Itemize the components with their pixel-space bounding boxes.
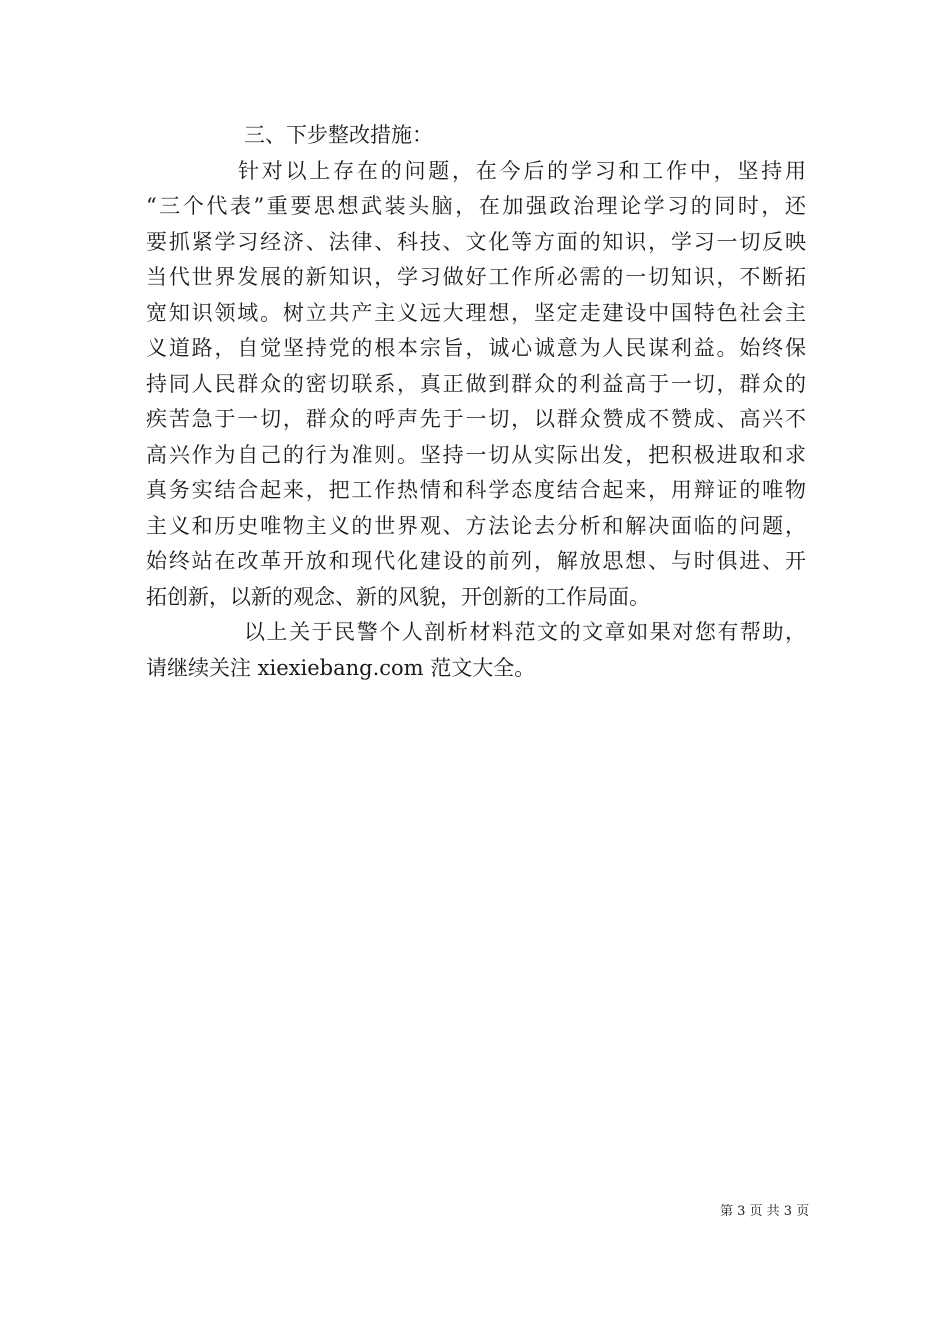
document-body (146, 118, 806, 686)
paragraph-line: 真务实结合起来，把工作热情和科学态度结合起来，用辩证的唯物 (146, 478, 806, 502)
paragraph-measures (146, 154, 806, 616)
paragraph-line: “三个代表”重要思想武装头脑，在加强政治理论学习的同时，还 (146, 194, 806, 218)
paragraph-line: 当代世界发展的新知识，学习做好工作所必需的一切知识，不断拓 (146, 265, 806, 289)
paragraph-line: 要抓紧学习经济、法律、科技、文化等方面的知识，学习一切反映 (146, 229, 806, 254)
paragraph-closing (146, 615, 806, 686)
paragraph-line: 始终站在改革开放和现代化建设的前列，解放思想、与时俱进、开 (146, 549, 806, 573)
paragraph-line: 请继续关注 xiexiebang.com 范文大全。 (146, 655, 536, 680)
paragraph-line: 针对以上存在的问题，在今后的学习和工作中，坚持用 (238, 158, 806, 183)
paragraph-line: 义道路，自觉坚持党的根本宗旨，诚心诚意为人民谋利益。始终保 (146, 336, 806, 360)
paragraph-line: 疾苦急于一切，群众的呼声先于一切，以群众赞成不赞成、高兴不 (146, 407, 806, 431)
paragraph-line: 主义和历史唯物主义的世界观、方法论去分析和解决面临的问题， (146, 513, 806, 538)
paragraph-line: 高兴作为自己的行为准则。坚持一切从实际出发，把积极进取和求 (146, 442, 806, 467)
page-number-footer: 第 3 页 共 3 页 (720, 1204, 810, 1219)
paragraph-line: 持同人民群众的密切联系，真正做到群众的利益高于一切，群众的 (146, 371, 806, 396)
paragraph-line: 宽知识领域。树立共产主义远大理想，坚定走建设中国特色社会主 (146, 300, 806, 325)
section-heading: 三、下步整改措施： (244, 123, 433, 147)
paragraph-line: 以上关于民警个人剖析材料范文的文章如果对您有帮助， (244, 620, 806, 644)
paragraph-line: 拓创新，以新的观念、新的风貌，开创新的工作局面。 (146, 584, 650, 609)
